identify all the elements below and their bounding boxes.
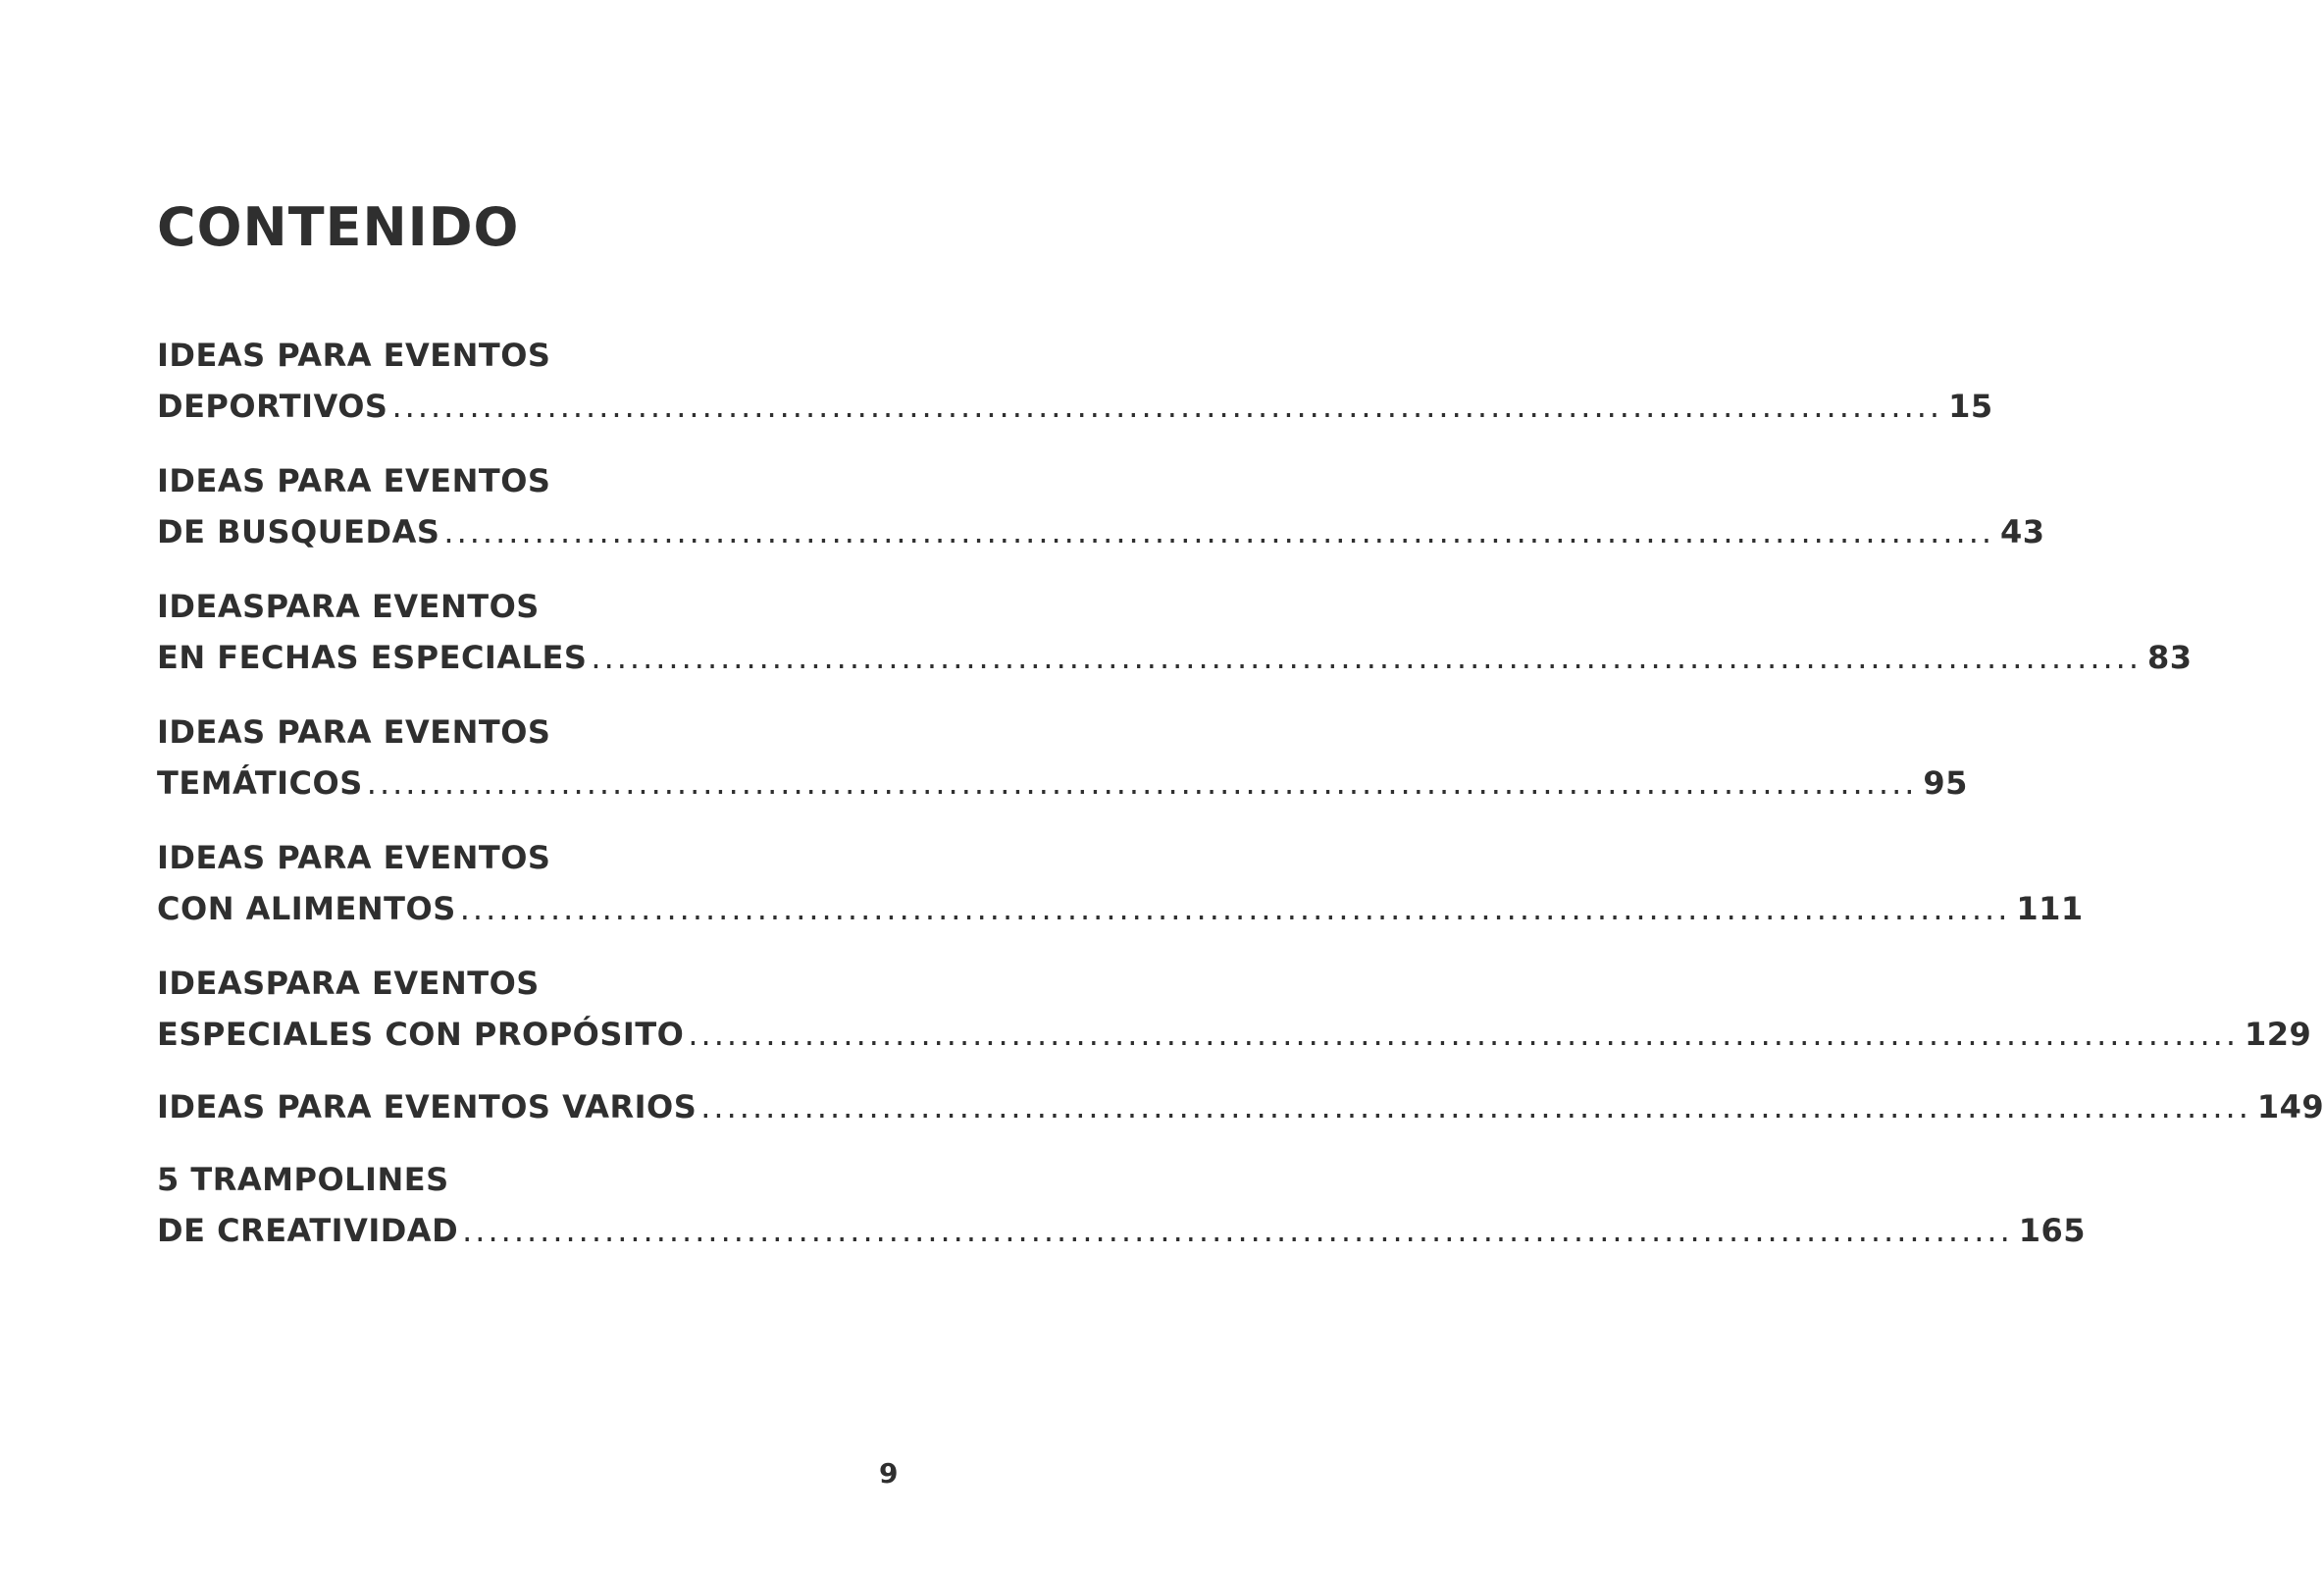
toc-entry-line [157, 883, 2084, 934]
toc-entry [157, 455, 2045, 557]
toc-entry [157, 958, 2312, 1060]
toc-entry-title: ESPECIALES CON PROPÓSITO [157, 1016, 685, 1053]
dot-leader: ........................................................................................................................ [391, 388, 1943, 425]
toc-entry-title: IDEAS PARA EVENTOS VARIOS [157, 1088, 697, 1125]
toc-entry-title: DE BUSQUEDAS [157, 513, 440, 550]
toc-entry-title: IDEASPARA EVENTOS [157, 965, 540, 1002]
toc-entry-title: IDEAS PARA EVENTOS [157, 713, 551, 751]
toc-entry [157, 1154, 2087, 1256]
toc-page-number: 129 [2244, 1016, 2312, 1053]
toc-entry-title: DE CREATIVIDAD [157, 1212, 459, 1249]
toc-page-number: 43 [2000, 513, 2045, 550]
toc-entry-line [157, 758, 1968, 809]
dot-leader: ........................................................................................................................ [462, 1212, 2013, 1249]
toc-entry-title: IDEASPARA EVENTOS [157, 588, 540, 625]
dot-leader: ........................................................................................................................ [459, 890, 2011, 927]
page-number: 9 [879, 1457, 899, 1490]
toc-entry-line [157, 1205, 2087, 1256]
toc-entry [157, 581, 2193, 683]
toc-page-number: 165 [2018, 1212, 2087, 1249]
toc-page-number: 149 [2256, 1088, 2324, 1125]
toc-entry-line [157, 1154, 912, 1205]
contents-heading: CONTENIDO [157, 196, 520, 258]
toc-page-number: 83 [2147, 639, 2193, 676]
toc-entry-line [157, 958, 912, 1009]
toc-page-number: 111 [2016, 890, 2084, 927]
dot-leader: ........................................................................................................................ [688, 1016, 2239, 1053]
toc-entry-title: IDEAS PARA EVENTOS [157, 839, 551, 876]
toc-entry-line [157, 330, 912, 381]
toc-entry-title: DEPORTIVOS [157, 388, 388, 425]
toc-entry [157, 1081, 2324, 1132]
toc-entry-line [157, 832, 912, 883]
toc-page-number: 95 [1923, 764, 1968, 802]
toc-entry-title: IDEAS PARA EVENTOS [157, 462, 551, 499]
dot-leader: ........................................................................................................................ [591, 639, 2143, 676]
table-of-contents [157, 330, 2324, 1256]
toc-entry-title: IDEAS PARA EVENTOS [157, 337, 551, 374]
toc-entry-title: TEMÁTICOS [157, 764, 363, 802]
dot-leader: ........................................................................................................................ [366, 764, 1918, 802]
toc-entry-line [157, 506, 2045, 557]
toc-entry-line [157, 632, 2193, 683]
toc-entry [157, 706, 1968, 809]
toc-entry [157, 832, 2084, 934]
dot-leader: ........................................................................................................................ [700, 1088, 2251, 1125]
toc-entry-line [157, 1081, 2324, 1132]
toc-entry-title: EN FECHAS ESPECIALES [157, 639, 588, 676]
toc-entry-line [157, 581, 912, 632]
dot-leader: ........................................................................................................................ [443, 513, 1995, 550]
toc-entry-line [157, 1009, 2312, 1060]
toc-entry-line [157, 706, 912, 758]
toc-entry [157, 330, 1993, 432]
toc-entry-title: 5 TRAMPOLINES [157, 1161, 449, 1198]
toc-page-number: 15 [1948, 388, 1993, 425]
toc-entry-line [157, 455, 912, 506]
toc-entry-title: CON ALIMENTOS [157, 890, 456, 927]
toc-entry-line [157, 381, 1993, 432]
